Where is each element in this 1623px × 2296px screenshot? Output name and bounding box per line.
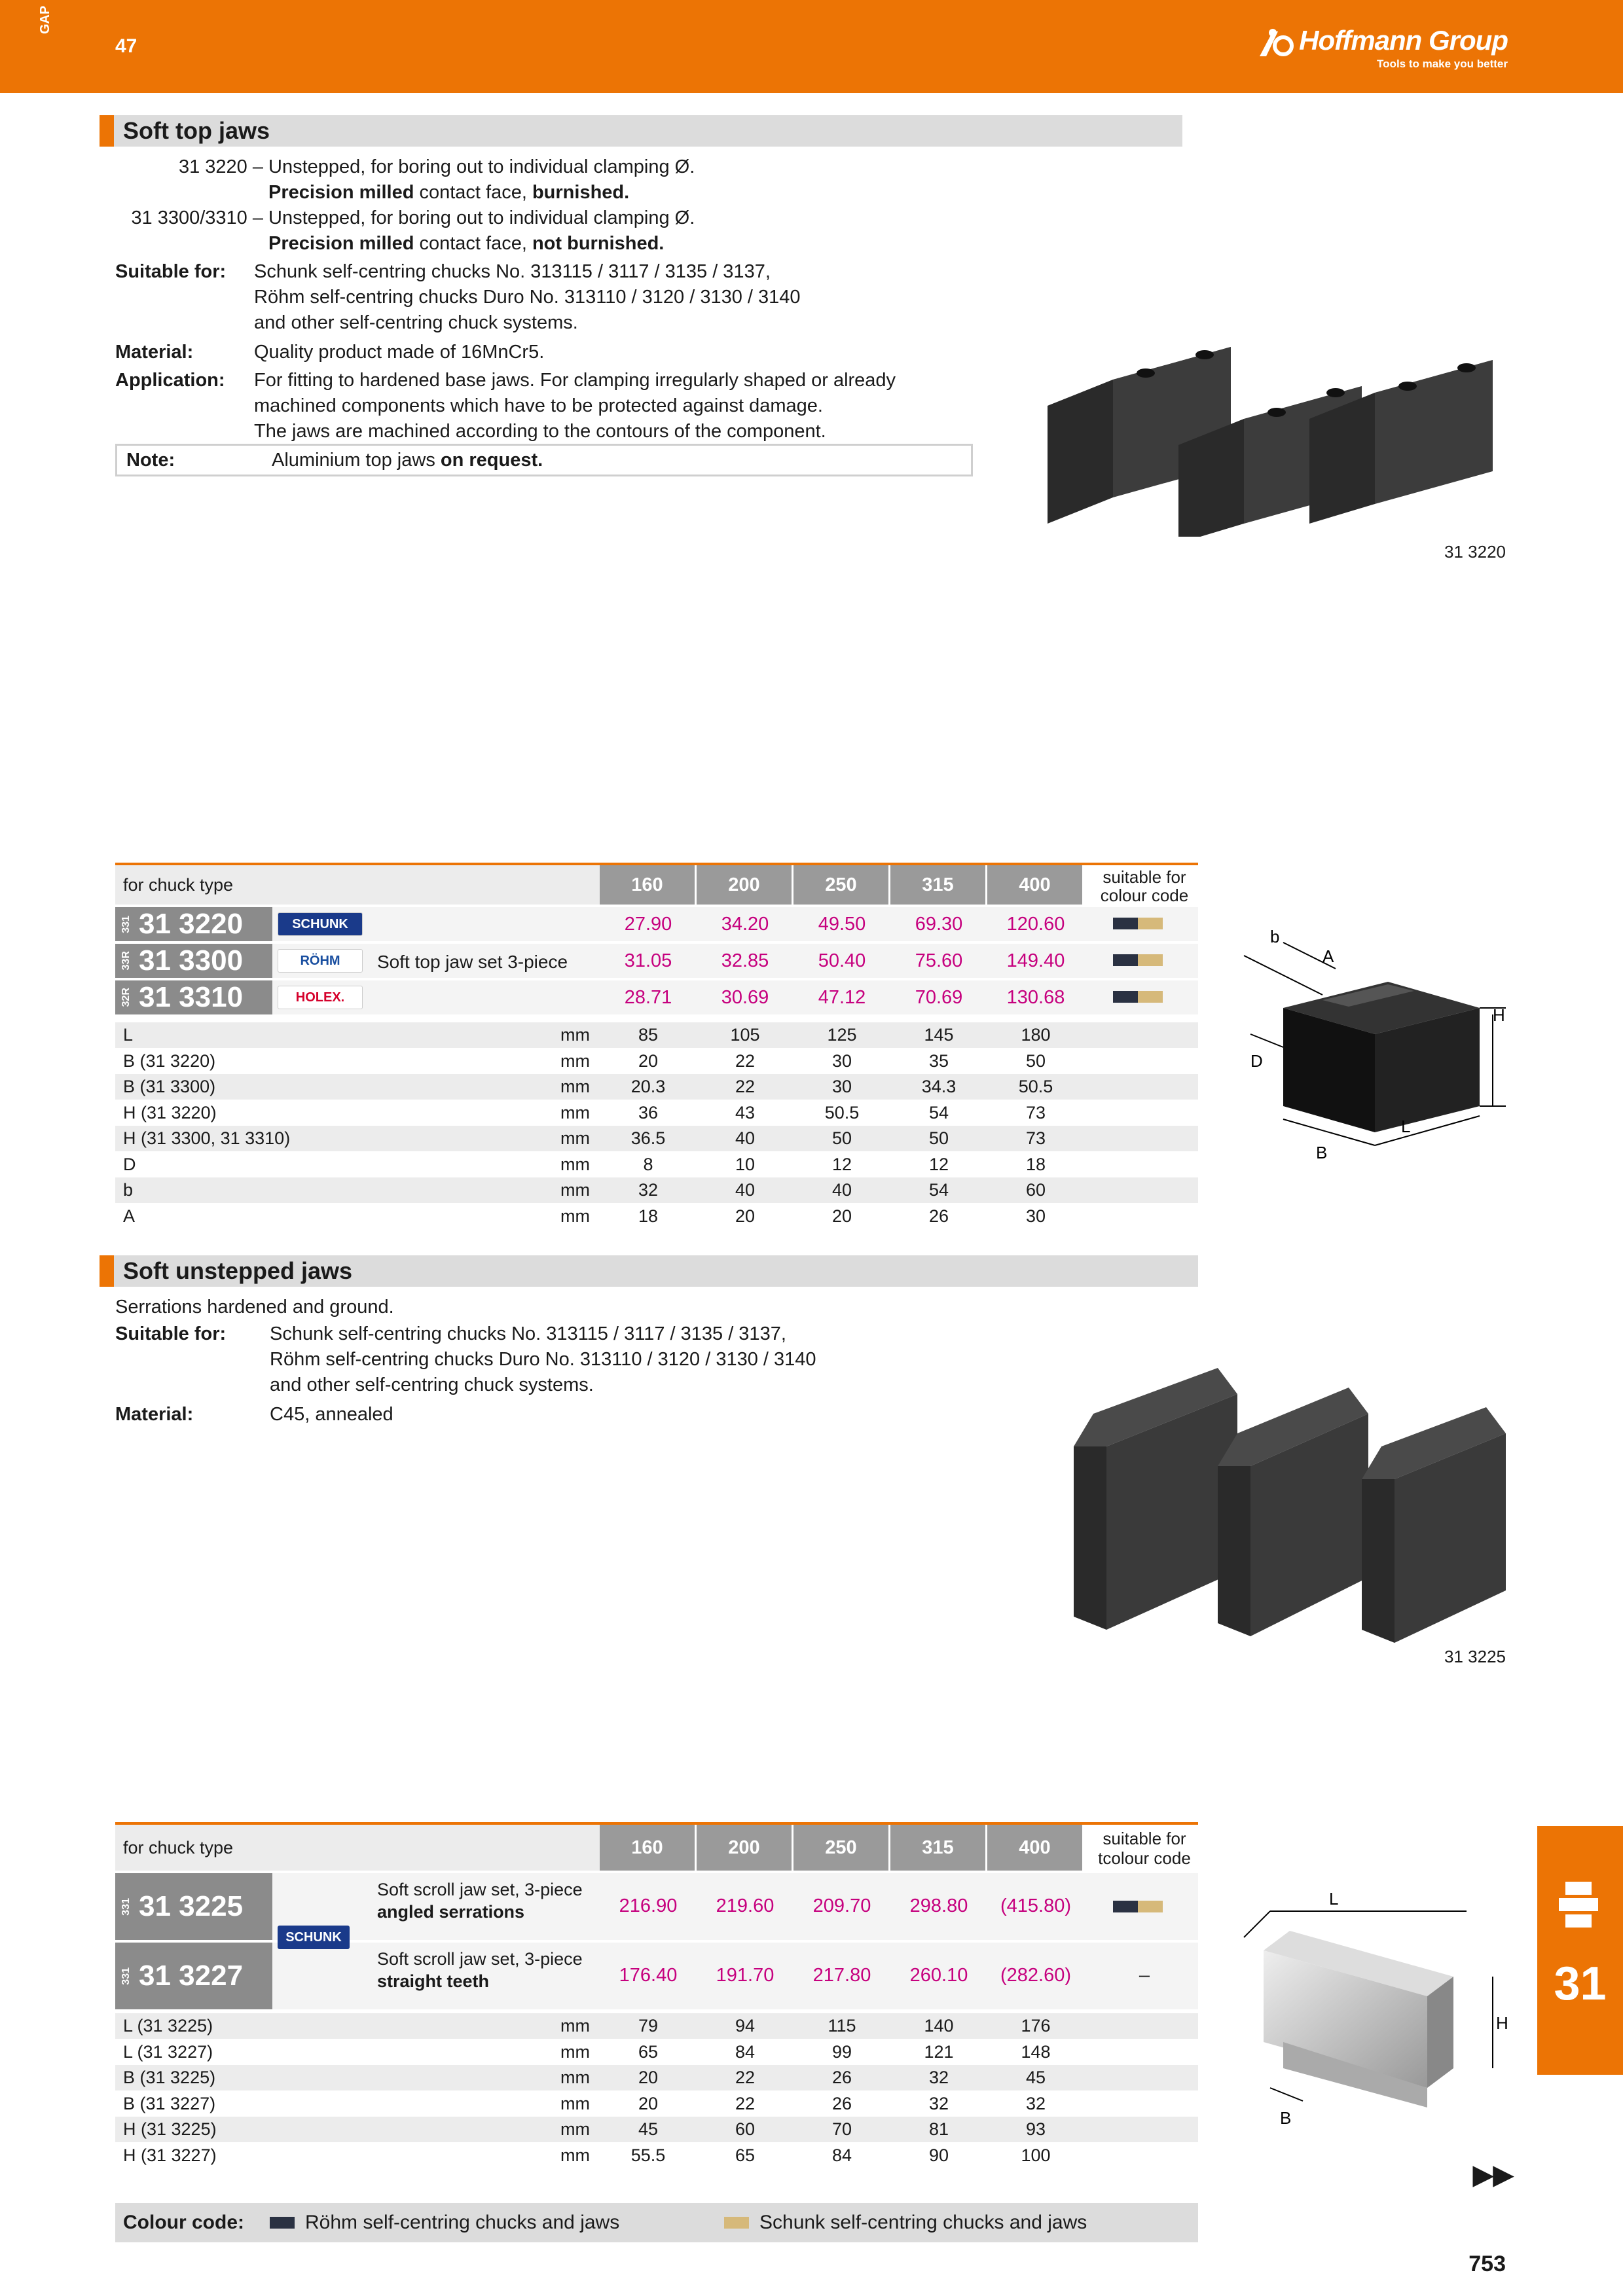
spec-value: 84: [735, 2041, 756, 2062]
spec-unit: mm: [560, 2041, 590, 2062]
spec-value: 26: [831, 2068, 852, 2087]
spec-value: 50: [831, 1128, 852, 1148]
page-number-top: 47: [115, 35, 137, 57]
price-cell: 32.85: [721, 950, 769, 971]
spec-unit: mm: [560, 1077, 590, 1096]
spec-value: 55.5: [630, 2145, 666, 2165]
price-cell: 209.70: [812, 1895, 871, 1916]
dim-L-2: L: [1329, 1889, 1339, 1909]
spec-value: 35: [928, 1050, 949, 1071]
navy-swatch: [1113, 991, 1138, 1003]
spec-value: 43: [735, 1102, 756, 1122]
spec-value: 85: [638, 1025, 659, 1045]
spec-value: 22: [735, 2093, 756, 2113]
dim-A: A: [1322, 946, 1334, 966]
price-cell: 28.71: [624, 987, 672, 1008]
schunk-legend-text: Schunk self-centring chucks and jaws: [759, 2212, 1087, 2233]
spec-name: B (31 3300): [123, 1077, 216, 1096]
soft-top-jaws-image: [1034, 327, 1519, 537]
spec-value: 50: [1025, 1050, 1046, 1071]
article-prefix: 331: [120, 1897, 132, 1916]
spec-value: 140: [924, 2016, 954, 2036]
variant-label-3220: 31 3220 –: [178, 156, 263, 177]
note-label: Note:: [126, 449, 175, 471]
navy-swatch: [1113, 954, 1138, 966]
spec-value: 30: [1025, 1206, 1046, 1226]
colour-code-swatches: [1113, 1901, 1163, 1912]
spec-value: 20: [638, 2068, 659, 2087]
size-header-250: 250: [793, 865, 890, 905]
article-number: 31 3225: [139, 1890, 244, 1922]
spec-unit: mm: [560, 1180, 590, 1200]
price-cell: 49.50: [818, 914, 866, 935]
soft-top-jaws-description: [100, 154, 1016, 444]
price-cell: 70.69: [915, 987, 963, 1008]
suitable-colour-header: [1091, 1825, 1198, 1871]
spec-value: 81: [928, 2119, 949, 2139]
article-number-box: [115, 907, 272, 941]
spec-value: 20.3: [630, 1077, 666, 1096]
double-chevron-right-icon[interactable]: ▶▶: [1473, 2161, 1514, 2189]
suitable-line: and other self-centring chuck systems.: [270, 1374, 594, 1395]
spec-value: 40: [831, 1180, 852, 1200]
article-number: 31 3310: [139, 981, 244, 1013]
spec-value: 145: [924, 1025, 954, 1045]
colour-code-none: –: [1139, 1965, 1150, 1986]
spec-value: 20: [638, 2093, 659, 2113]
spec-unit: mm: [560, 2093, 590, 2113]
variant-3300-text: contact face,: [414, 233, 532, 254]
spec-value: 32: [1025, 2093, 1046, 2113]
dim-H: H: [1493, 1005, 1505, 1025]
rohm-swatch: [270, 2217, 295, 2229]
spec-value: 60: [735, 2119, 756, 2139]
price-cell: 69.30: [915, 914, 963, 935]
spec-value: 30: [831, 1050, 852, 1071]
brand-logo: HOLEX.: [278, 986, 363, 1009]
spec-value: 32: [638, 1180, 659, 1200]
application-line: The jaws are machined according to the contours of the component.: [254, 421, 826, 442]
section-title-soft-top-jaws: Soft top jaws: [100, 115, 1182, 147]
table-soft-top-jaws: [115, 863, 1198, 1229]
price-cell: 298.80: [909, 1895, 968, 1916]
spec-name: H (31 3227): [123, 2145, 217, 2165]
price-cell: 130.68: [1006, 987, 1065, 1008]
spec-value: 73: [1025, 1128, 1046, 1148]
spec-value: 30: [831, 1077, 852, 1096]
spec-name: H (31 3220): [123, 1102, 217, 1122]
table-soft-unstepped-jaws: [115, 1822, 1198, 2165]
brand-logo: RÖHM: [278, 949, 363, 973]
colour-code-swatches: [1113, 954, 1163, 966]
spec-value: 125: [827, 1025, 857, 1045]
brand-schunk-logo: SCHUNK: [278, 1926, 350, 1949]
spec-value: 60: [1025, 1180, 1046, 1200]
spec-value: 18: [1025, 1154, 1046, 1174]
price-cell: 216.90: [619, 1895, 678, 1916]
navy-swatch: [1113, 1901, 1138, 1912]
suitable-line: Röhm self-centring chucks Duro No. 313110 / 3120 / 3130 / 3140: [254, 287, 801, 308]
article-number-box: [115, 1873, 272, 1940]
dim-b: b: [1270, 927, 1280, 946]
colour-code-label: Colour code:: [123, 2212, 244, 2233]
size-header-400: 400: [987, 865, 1084, 905]
intro-text: Serrations hardened and ground.: [115, 1297, 394, 1318]
section-title-soft-unstepped-jaws: Soft unstepped jaws: [100, 1255, 1198, 1287]
spec-value: 54: [928, 1102, 949, 1122]
variant-label-3300: 31 3300/3310 –: [131, 207, 263, 228]
dim-B: B: [1316, 1143, 1328, 1162]
spec-value: 26: [831, 2093, 852, 2113]
application-line: For fitting to hardened base jaws. For clamping irregularly shaped or already: [254, 370, 896, 391]
spec-name: B (31 3227): [123, 2093, 216, 2113]
scroll-jaw-dimension-diagram: [1231, 1872, 1519, 2147]
article-prefix: 331: [120, 1967, 132, 1985]
spec-value: 22: [735, 2068, 756, 2087]
suitable-colour-line: suitable for: [1103, 1829, 1186, 1848]
spec-name: L: [123, 1025, 134, 1045]
variant-3220-bold2: burnished.: [532, 182, 630, 203]
article-number-box: [115, 944, 272, 978]
price-cell: (282.60): [1000, 1965, 1071, 1986]
spec-value: 99: [831, 2041, 852, 2062]
spec-unit: mm: [560, 1128, 590, 1148]
hoffmann-logo: [1299, 25, 1508, 71]
suitable-colour-line: suitable for: [1103, 867, 1186, 887]
spec-value: 121: [924, 2041, 954, 2062]
price-cell: 217.80: [812, 1965, 871, 1986]
gap-label: GAP: [38, 5, 52, 34]
spec-value: 54: [928, 1180, 949, 1200]
price-cell: 30.69: [721, 987, 769, 1008]
article-number: 31 3220: [139, 908, 244, 940]
rohm-legend-text: Röhm self-centring chucks and jaws: [305, 2212, 620, 2233]
spec-name: D: [123, 1154, 136, 1174]
spec-unit: mm: [560, 2016, 590, 2036]
spec-value: 40: [735, 1128, 756, 1148]
image-caption-313225: 31 3225: [1444, 1647, 1506, 1666]
spec-unit: mm: [560, 2068, 590, 2087]
spec-name: B (31 3220): [123, 1050, 216, 1071]
spec-value: 22: [735, 1050, 756, 1071]
variant-3300-line1: Unstepped, for boring out to individual clamping Ø.: [268, 207, 695, 228]
size-header-200: 200: [697, 1825, 793, 1871]
soft-unstepped-description: [115, 1295, 1032, 1427]
spec-unit: mm: [560, 1102, 590, 1122]
spec-unit: mm: [560, 2145, 590, 2165]
spec-value: 65: [638, 2041, 659, 2062]
chuck-type-label: for chuck type: [115, 865, 600, 905]
article-description-bold: straight teeth: [377, 1971, 490, 1991]
size-header-160: 160: [600, 865, 697, 905]
gold-swatch: [1138, 1901, 1163, 1912]
article-description: Soft scroll jaw set, 3-piece: [377, 1949, 583, 1969]
spec-value: 50: [928, 1128, 949, 1148]
soft-unstepped-jaws-image: [1067, 1355, 1512, 1643]
spec-value: 26: [928, 1206, 949, 1226]
spec-value: 90: [928, 2145, 949, 2165]
colour-code-legend: [115, 2203, 1198, 2242]
dim-D: D: [1250, 1051, 1263, 1071]
chuck-type-label: for chuck type: [115, 1825, 600, 1871]
spec-value: 20: [831, 1206, 852, 1226]
spec-value: 22: [735, 1077, 756, 1096]
article-number-box: [115, 980, 272, 1014]
spec-value: 32: [928, 2093, 949, 2113]
chapter-number: 31: [1554, 1958, 1607, 2010]
spec-value: 65: [735, 2145, 756, 2165]
dim-B-2: B: [1280, 2108, 1292, 2128]
suitable-line: Röhm self-centring chucks Duro No. 313110 / 3120 / 3130 / 3140: [270, 1349, 816, 1370]
article-prefix: 32R: [120, 988, 132, 1007]
spec-unit: mm: [560, 2119, 590, 2139]
top-jaw-dimension-diagram: [1231, 916, 1525, 1178]
spec-value: 73: [1025, 1102, 1046, 1122]
size-header-400: 400: [987, 1825, 1084, 1871]
material-text: Quality product made of 16MnCr5.: [254, 342, 545, 363]
spec-name: b: [123, 1180, 134, 1200]
spec-name: H (31 3300, 31 3310): [123, 1128, 291, 1148]
size-header-315: 315: [890, 1825, 987, 1871]
variant-3220-bold: Precision milled: [268, 182, 414, 203]
spec-value: 12: [928, 1154, 949, 1174]
suitable-colour-line: colour code: [1100, 886, 1189, 905]
size-header-160: 160: [600, 1825, 697, 1871]
article-number: 31 3300: [139, 944, 244, 977]
article-number: 31 3227: [139, 1960, 244, 1992]
suitable-line: Schunk self-centring chucks No. 313115 / 3117 / 3135 / 3137,: [270, 1323, 786, 1344]
spec-value: 34.3: [921, 1077, 957, 1096]
spec-value: 115: [828, 2016, 856, 2036]
article-number-box: [115, 1943, 272, 2009]
article-prefix: 33R: [120, 951, 132, 971]
spec-value: 100: [1021, 2145, 1051, 2165]
note-bold: on request.: [440, 449, 543, 471]
price-cell: 34.20: [721, 914, 769, 935]
spec-value: 84: [831, 2145, 852, 2165]
spec-value: 10: [735, 1154, 756, 1174]
page-number-bottom: 753: [1468, 2251, 1506, 2276]
spec-unit: mm: [560, 1206, 590, 1226]
price-cell: 47.12: [818, 987, 866, 1008]
spec-name: H (31 3225): [123, 2119, 217, 2139]
suitable-for-label: Suitable for:: [115, 261, 227, 282]
spec-value: 105: [730, 1025, 760, 1045]
spec-unit: mm: [560, 1050, 590, 1071]
price-cell: 31.05: [624, 950, 672, 971]
navy-swatch: [1113, 918, 1138, 929]
gold-swatch: [1138, 918, 1163, 929]
variant-3220-line1: Unstepped, for boring out to individual clamping Ø.: [268, 156, 695, 177]
suitable-colour-header: [1091, 865, 1198, 905]
gold-swatch: [1138, 954, 1163, 966]
spec-value: 8: [643, 1154, 653, 1174]
article-prefix: 331: [120, 915, 132, 933]
spec-value: 45: [1025, 2068, 1046, 2087]
spec-value: 176: [1021, 2016, 1051, 2036]
note-box: [115, 444, 973, 476]
note-text: Aluminium top jaws: [272, 449, 441, 471]
spec-value: 20: [735, 1206, 756, 1226]
price-cell: 75.60: [915, 950, 963, 971]
price-cell: 260.10: [909, 1965, 968, 1986]
schunk-swatch: [724, 2217, 749, 2229]
chapter-side-tab: [1537, 1826, 1623, 2075]
article-description: Soft top jaw set 3-piece: [377, 952, 568, 972]
price-cell: 120.60: [1006, 914, 1065, 935]
price-cell: 191.70: [716, 1965, 775, 1986]
spec-name: A: [123, 1206, 136, 1226]
image-caption-313220: 31 3220: [1444, 542, 1506, 562]
logo-name: Hoffmann Group: [1299, 25, 1508, 56]
price-cell: (415.80): [1000, 1895, 1071, 1916]
article-description-bold: angled serrations: [377, 1902, 525, 1922]
spec-value: 18: [638, 1206, 659, 1226]
chuck-icon: [1556, 1878, 1601, 1931]
brand-logo: SCHUNK: [278, 912, 363, 936]
spec-value: 94: [735, 2016, 756, 2036]
spec-value: 50.5: [824, 1102, 860, 1122]
spec-unit: mm: [560, 1154, 590, 1174]
material-label: Material:: [115, 342, 194, 363]
top-bar: [0, 0, 1623, 93]
price-cell: 149.40: [1006, 950, 1065, 971]
size-header-200: 200: [697, 865, 793, 905]
price-cell: 50.40: [818, 950, 866, 971]
spec-name: L (31 3225): [123, 2016, 213, 2036]
logo-tagline: Tools to make you better: [1377, 58, 1508, 70]
spec-value: 50.5: [1018, 1077, 1053, 1096]
variant-3300-bold: Precision milled: [268, 233, 414, 254]
price-cell: 27.90: [624, 914, 672, 935]
suitable-colour-line: tcolour code: [1098, 1848, 1191, 1868]
variant-3300-bold2: not burnished.: [532, 233, 665, 254]
dim-L: L: [1401, 1117, 1411, 1136]
suitable-line: Schunk self-centring chucks No. 313115 / 3117 / 3135 / 3137,: [254, 261, 771, 282]
spec-value: 148: [1021, 2041, 1051, 2062]
suitable-for-label-2: Suitable for:: [115, 1323, 227, 1344]
dim-H-2: H: [1496, 2013, 1508, 2033]
spec-name: L (31 3227): [123, 2041, 213, 2062]
spec-value: 45: [638, 2119, 659, 2139]
spec-value: 70: [831, 2119, 852, 2139]
material-text-2: C45, annealed: [270, 1404, 393, 1425]
application-line: machined components which have to be protected against damage.: [254, 395, 823, 416]
logo-mark-icon: [1258, 27, 1294, 58]
gold-swatch: [1138, 991, 1163, 1003]
spec-value: 32: [928, 2068, 949, 2087]
spec-value: 79: [638, 2016, 659, 2036]
suitable-line: and other self-centring chuck systems.: [254, 312, 578, 333]
spec-value: 36: [638, 1102, 659, 1122]
spec-value: 36.5: [630, 1128, 666, 1148]
application-label: Application:: [115, 370, 225, 391]
spec-value: 40: [735, 1180, 756, 1200]
spec-value: 12: [831, 1154, 852, 1174]
material-label-2: Material:: [115, 1404, 194, 1425]
spec-name: B (31 3225): [123, 2068, 216, 2087]
spec-unit: mm: [560, 1025, 590, 1045]
price-cell: 219.60: [716, 1895, 775, 1916]
size-header-250: 250: [793, 1825, 890, 1871]
spec-value: 180: [1021, 1025, 1051, 1045]
colour-code-swatches: [1113, 991, 1163, 1003]
colour-code-swatches: [1113, 918, 1163, 929]
price-cell: 176.40: [619, 1965, 678, 1986]
variant-3220-text: contact face,: [414, 182, 532, 203]
spec-value: 93: [1025, 2119, 1046, 2139]
spec-value: 20: [638, 1050, 659, 1071]
size-header-315: 315: [890, 865, 987, 905]
article-description: Soft scroll jaw set, 3-piece: [377, 1880, 583, 1899]
